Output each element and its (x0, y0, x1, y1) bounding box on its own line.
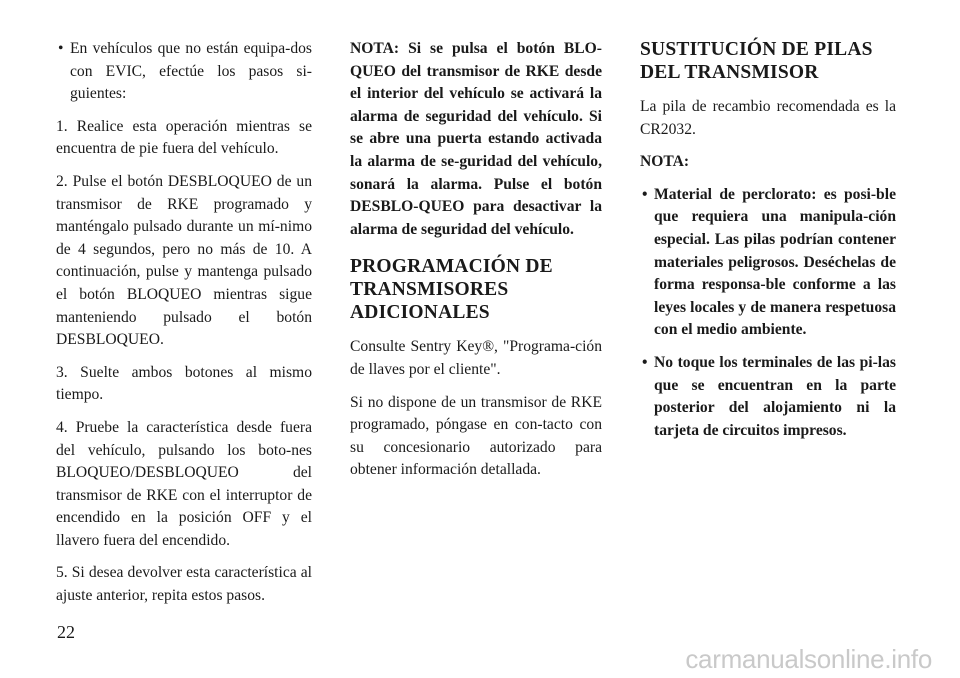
note-label: NOTA: (640, 153, 690, 171)
bullet-item (640, 184, 896, 342)
watermark: carmanualsonline.info (685, 644, 932, 674)
bullet-text: No toque los terminales de las pi-las que se encuentran en la parte posterior del alojamiento ni la tarjeta de circuitos impresos. (654, 353, 896, 439)
step-1: 1. Realice esta operación mientras se encuentra de pie fuera del vehículo. (56, 117, 312, 158)
section-heading-programming: PROGRAMACIÓN DE TRANSMISORES ADICIONALES (350, 256, 553, 324)
bullet-icon: • (58, 40, 64, 57)
step-4: 4. Pruebe la característica desde fuera del vehículo, pulsando los boto-nes BLOQUEO/DESBLOQUEO del transmisor de RKE con el interruptor de encendido en la posición OFF y el llavero fuera del encendido. (56, 418, 312, 549)
bullet-icon: • (642, 353, 648, 371)
step-3: 3. Suelte ambos botones al mismo tiempo. (56, 363, 312, 404)
bullet-text: Material de perclorato: es posi-ble que requiera una manipula-ción especial. Las pilas podrían contener materiales peligrosos. Deséchelas de forma responsa-ble conforme a las leyes locales y de manera respetuosa con el medio ambiente. (654, 185, 896, 339)
paragraph-dealer: Si no dispone de un transmisor de RKE programado, póngase en con-tacto con su concesionario autorizado para obtener información detallada. (350, 393, 602, 479)
bullet-text: En vehículos que no están equipa-dos con EVIC, efectúe los pasos si-guientes: (70, 40, 312, 103)
bullet-icon: • (642, 185, 648, 203)
column-2 (350, 38, 602, 492)
bullet-item (56, 38, 312, 106)
section-heading-battery: SUSTITUCIÓN DE PILAS DEL TRANSMISOR (640, 39, 873, 83)
step-5: 5. Si desea devolver esta característica al ajuste anterior, repita estos pasos. (56, 564, 312, 605)
note-paragraph: NOTA: Si se pulsa el botón BLO-QUEO del transmisor de RKE desde el interior del vehículo se activará la alarma de seguridad del vehículo. Si se abre una puerta estando activada la alarma de se-guridad del vehículo, sonará la alarma. Pulse el botón DESBLO-QUEO para desactivar la alarma de seguridad del vehículo. (350, 40, 602, 238)
column-1 (56, 38, 312, 618)
page-number: 22 (57, 622, 75, 642)
bullet-item (640, 352, 896, 442)
column-3 (640, 38, 896, 452)
step-2: 2. Pulse el botón DESBLOQUEO de un transmisor de RKE programado y manténgalo pulsado durante un mí-nimo de 4 segundos, pero no más de 10. A continuación, pulse y mantenga pulsado el botón BLOQUEO mientras sigue manteniendo pulsado el botón DESBLOQUEO. (56, 172, 312, 349)
paragraph-sentry-key: Consulte Sentry Key®, "Programa-ción de llaves por el cliente". (350, 338, 602, 378)
paragraph-battery-type: La pila de recambio recomendada es la CR2032. (640, 98, 896, 138)
